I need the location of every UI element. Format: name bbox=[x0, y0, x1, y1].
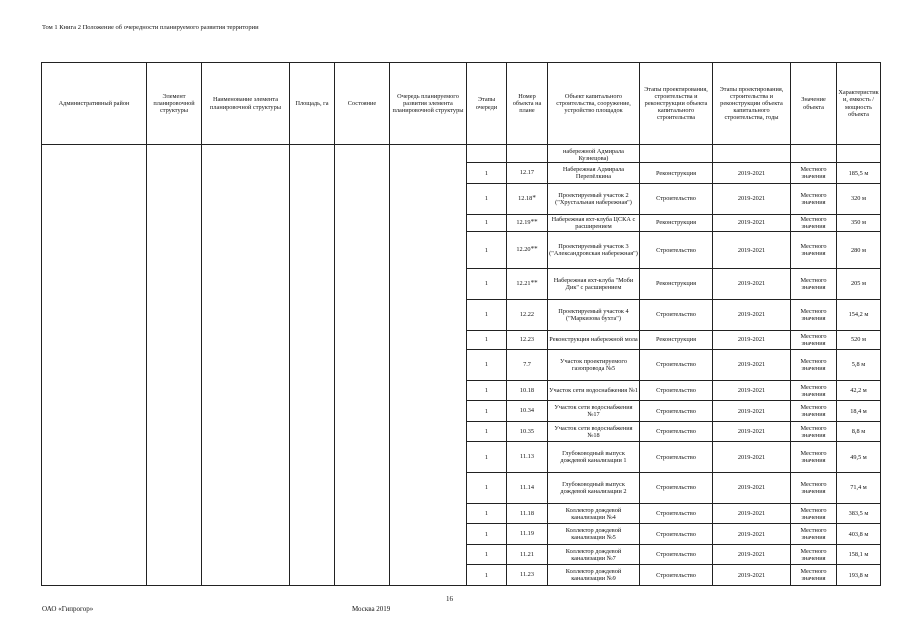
cell-capacity: 71,4 м bbox=[837, 473, 881, 504]
object-number: 11.23 bbox=[520, 571, 534, 579]
cell-num bbox=[507, 524, 548, 545]
cell-years: 2019-2021 bbox=[713, 442, 791, 473]
cell-value: Местного значения bbox=[791, 380, 837, 401]
cell-num bbox=[507, 473, 548, 504]
cell-object: Проектируемый участок 3 ("Александровская набережная") bbox=[548, 232, 640, 269]
object-number: 11.21 bbox=[520, 550, 534, 558]
cell-value: Местного значения bbox=[791, 232, 837, 269]
cell-value: Местного значения bbox=[791, 214, 837, 231]
cell-etap: 1 bbox=[467, 350, 507, 381]
cell-num bbox=[507, 299, 548, 330]
cell-object: Участок сети водоснабжения №17 bbox=[548, 401, 640, 422]
header-planning-element: Элемент планировочной структуры bbox=[147, 63, 202, 145]
cell-object: Реконструкция набережной мола bbox=[548, 330, 640, 349]
cell-years: 2019-2021 bbox=[713, 503, 791, 524]
cell-num bbox=[507, 330, 548, 349]
cell-years: 2019-2021 bbox=[713, 350, 791, 381]
cell-object: Набережная яхт-клуба "Моби Дик" с расширением bbox=[548, 269, 640, 300]
cell-num bbox=[507, 401, 548, 422]
cell-years: 2019-2021 bbox=[713, 183, 791, 214]
cell-stage: Строительство bbox=[640, 442, 713, 473]
cell-object: Участок сети водоснабжения №18 bbox=[548, 421, 640, 442]
object-number: 11.14 bbox=[520, 484, 534, 492]
cell-stage: Строительство bbox=[640, 421, 713, 442]
cell-etap: 1 bbox=[467, 214, 507, 231]
header-area: Площадь, га bbox=[290, 63, 335, 145]
cell-value: Местного значения bbox=[791, 269, 837, 300]
cell-capacity: 49,5 м bbox=[837, 442, 881, 473]
page-number: 16 bbox=[446, 595, 453, 603]
footer-city-year: Москва 2019 bbox=[352, 605, 391, 613]
footnote-marker: ** bbox=[530, 245, 538, 254]
header-state: Состояние bbox=[335, 63, 390, 145]
cell-years: 2019-2021 bbox=[713, 163, 791, 184]
cell-value: Местного значения bbox=[791, 473, 837, 504]
cell-capacity: 520 м bbox=[837, 330, 881, 349]
cell-object: Проектируемый участок 4 ("Маркизова бухта") bbox=[548, 299, 640, 330]
cell-etap: 1 bbox=[467, 269, 507, 300]
cell-object: Глубоководный выпуск дождевой канализации 2 bbox=[548, 473, 640, 504]
cell-development-queue bbox=[390, 145, 467, 586]
cell-capacity: 193,8 м bbox=[837, 565, 881, 586]
header-construction-years: Этапы проектирования, строительства и реконструкции объекта капитального строительства, годы bbox=[713, 63, 791, 145]
cell-object: Участок сети водоснабжения №1 bbox=[548, 380, 640, 401]
cell-area bbox=[290, 145, 335, 586]
header-queue-stages: Этапы очереди bbox=[467, 63, 507, 145]
cell-object: Проектируемый участок 2 ("Хрустальная набережная") bbox=[548, 183, 640, 214]
header-object-capacity: Характеристик и, емкость / мощность объекта bbox=[837, 63, 881, 145]
cell-stage: Реконструкция bbox=[640, 214, 713, 231]
cell-capacity: 320 м bbox=[837, 183, 881, 214]
cell-num bbox=[507, 232, 548, 269]
cell-etap: 1 bbox=[467, 401, 507, 422]
cell-num bbox=[507, 380, 548, 401]
cell-value: Местного значения bbox=[791, 299, 837, 330]
cell-object: Участок проектируемого газопровода №5 bbox=[548, 350, 640, 381]
object-number: 10.18 bbox=[519, 386, 535, 394]
cell-years: 2019-2021 bbox=[713, 544, 791, 565]
document-header: Том 1 Книга 2 Положение об очередности планируемого развития территории bbox=[42, 24, 259, 31]
cell-object: Коллектор дождевой канализации №9 bbox=[548, 565, 640, 586]
cell-etap: 1 bbox=[467, 473, 507, 504]
cell-etap: 1 bbox=[467, 544, 507, 565]
cell-stage: Строительство bbox=[640, 544, 713, 565]
cell-years: 2019-2021 bbox=[713, 269, 791, 300]
table-header-row bbox=[42, 63, 881, 145]
cell-value: Местного значения bbox=[791, 350, 837, 381]
cell-num bbox=[507, 350, 548, 381]
cell-etap: 1 bbox=[467, 565, 507, 586]
cell-value: Местного значения bbox=[791, 183, 837, 214]
cell-etap: 1 bbox=[467, 163, 507, 184]
cell-value: Местного значения bbox=[791, 163, 837, 184]
header-construction-stages: Этапы проектирования, строительства и реконструкции объекта капитального строительства bbox=[640, 63, 713, 145]
object-number: 12.22 bbox=[519, 310, 535, 318]
cell-etap: 1 bbox=[467, 421, 507, 442]
cell-num bbox=[507, 544, 548, 565]
cell-years: 2019-2021 bbox=[713, 421, 791, 442]
cell-stage: Строительство bbox=[640, 473, 713, 504]
cell-value: Местного значения bbox=[791, 503, 837, 524]
cell-object: Коллектор дождевой канализации №4 bbox=[548, 503, 640, 524]
cell-stage: Строительство bbox=[640, 380, 713, 401]
cell-num bbox=[507, 269, 548, 300]
footnote-marker: ** bbox=[530, 218, 538, 227]
object-number: 12.23 bbox=[519, 335, 535, 343]
cell-num bbox=[507, 145, 548, 163]
cell-value: Местного значения bbox=[791, 544, 837, 565]
cell-etap: 1 bbox=[467, 442, 507, 473]
cell-capacity: 154,2 м bbox=[837, 299, 881, 330]
cell-years: 2019-2021 bbox=[713, 524, 791, 545]
footer-organization: ОАО «Гипрогор» bbox=[42, 605, 94, 613]
cell-capacity: 158,1 м bbox=[837, 544, 881, 565]
cell-capacity: 18,4 м bbox=[837, 401, 881, 422]
header-element-name: Наименование элемента планировочной структуры bbox=[202, 63, 290, 145]
object-number: 11.18 bbox=[520, 509, 534, 517]
cell-capacity: 5,8 м bbox=[837, 350, 881, 381]
cell-etap: 1 bbox=[467, 524, 507, 545]
cell-capacity bbox=[837, 145, 881, 163]
cell-object: Коллектор дождевой канализации №7 bbox=[548, 544, 640, 565]
cell-num bbox=[507, 214, 548, 231]
cell-stage: Реконструкция bbox=[640, 330, 713, 349]
object-number: 12.21 bbox=[516, 280, 531, 288]
cell-years bbox=[713, 145, 791, 163]
cell-years: 2019-2021 bbox=[713, 473, 791, 504]
object-number: 11.13 bbox=[520, 453, 534, 461]
cell-etap: 1 bbox=[467, 299, 507, 330]
cell-etap: 1 bbox=[467, 183, 507, 214]
cell-num bbox=[507, 565, 548, 586]
cell-years: 2019-2021 bbox=[713, 401, 791, 422]
cell-admin-district bbox=[42, 145, 147, 586]
cell-years: 2019-2021 bbox=[713, 565, 791, 586]
cell-etap: 1 bbox=[467, 380, 507, 401]
cell-num bbox=[507, 183, 548, 214]
cell-num bbox=[507, 421, 548, 442]
cell-capacity: 8,8 м bbox=[837, 421, 881, 442]
cell-value: Местного значения bbox=[791, 330, 837, 349]
cell-capacity: 280 м bbox=[837, 232, 881, 269]
cell-years: 2019-2021 bbox=[713, 232, 791, 269]
cell-years: 2019-2021 bbox=[713, 330, 791, 349]
cell-value: Местного значения bbox=[791, 524, 837, 545]
object-number: 11.19 bbox=[520, 530, 534, 538]
cell-stage: Строительство bbox=[640, 232, 713, 269]
cell-planning-element bbox=[147, 145, 202, 586]
cell-stage: Строительство bbox=[640, 565, 713, 586]
cell-capacity: 42,2 м bbox=[837, 380, 881, 401]
cell-stage: Строительство bbox=[640, 299, 713, 330]
object-number: 12.19 bbox=[516, 219, 531, 227]
cell-years: 2019-2021 bbox=[713, 299, 791, 330]
header-capital-object: Объект капитального строительства, сооружение, устройство площадок bbox=[548, 63, 640, 145]
cell-value: Местного значения bbox=[791, 421, 837, 442]
object-number: 7.7 bbox=[523, 361, 531, 369]
cell-capacity: 205 м bbox=[837, 269, 881, 300]
cell-object-continuation: набережной Адмирала Кузнецова) bbox=[548, 145, 640, 163]
footnote-marker: * bbox=[532, 193, 536, 202]
object-number: 10.34 bbox=[519, 407, 535, 415]
header-object-significance: Значение объекта bbox=[791, 63, 837, 145]
object-number: 12.18 bbox=[518, 194, 533, 202]
cell-stage: Строительство bbox=[640, 401, 713, 422]
cell-num bbox=[507, 503, 548, 524]
cell-years: 2019-2021 bbox=[713, 380, 791, 401]
footnote-marker: ** bbox=[530, 279, 538, 288]
cell-capacity: 185,5 м bbox=[837, 163, 881, 184]
cell-stage bbox=[640, 145, 713, 163]
cell-stage: Строительство bbox=[640, 524, 713, 545]
cell-stage: Реконструкция bbox=[640, 163, 713, 184]
cell-etap: 1 bbox=[467, 503, 507, 524]
cell-capacity: 350 м bbox=[837, 214, 881, 231]
cell-num bbox=[507, 442, 548, 473]
cell-state bbox=[335, 145, 390, 586]
cell-stage: Строительство bbox=[640, 503, 713, 524]
cell-years: 2019-2021 bbox=[713, 214, 791, 231]
cell-num bbox=[507, 163, 548, 184]
cell-object: Глубоководный выпуск дождевой канализации 1 bbox=[548, 442, 640, 473]
cell-capacity: 383,5 м bbox=[837, 503, 881, 524]
table-row-continuation bbox=[42, 145, 881, 163]
cell-value bbox=[791, 145, 837, 163]
object-number: 12.20 bbox=[516, 246, 531, 254]
header-object-number: Номер объекта на плане bbox=[507, 63, 548, 145]
header-development-queue: Очередь планируемого развития элемента планировочной структуры bbox=[390, 63, 467, 145]
cell-capacity: 403,8 м bbox=[837, 524, 881, 545]
cell-object: Коллектор дождевой канализации №5 bbox=[548, 524, 640, 545]
cell-etap: 1 bbox=[467, 330, 507, 349]
cell-etap bbox=[467, 145, 507, 163]
cell-value: Местного значения bbox=[791, 442, 837, 473]
cell-value: Местного значения bbox=[791, 565, 837, 586]
cell-value: Местного значения bbox=[791, 401, 837, 422]
cell-etap: 1 bbox=[467, 232, 507, 269]
cell-stage: Реконструкция bbox=[640, 269, 713, 300]
object-table bbox=[41, 62, 881, 586]
cell-object: Набережная Адмирала Перепёлкина bbox=[548, 163, 640, 184]
cell-object: Набережная яхт-клуба ЦСКА с расширением bbox=[548, 214, 640, 231]
cell-element-name bbox=[202, 145, 290, 586]
object-number: 12.17 bbox=[519, 169, 535, 177]
cell-stage: Строительство bbox=[640, 350, 713, 381]
header-admin-district: Административный район bbox=[42, 63, 147, 145]
object-number: 10.35 bbox=[519, 427, 535, 435]
cell-stage: Строительство bbox=[640, 183, 713, 214]
